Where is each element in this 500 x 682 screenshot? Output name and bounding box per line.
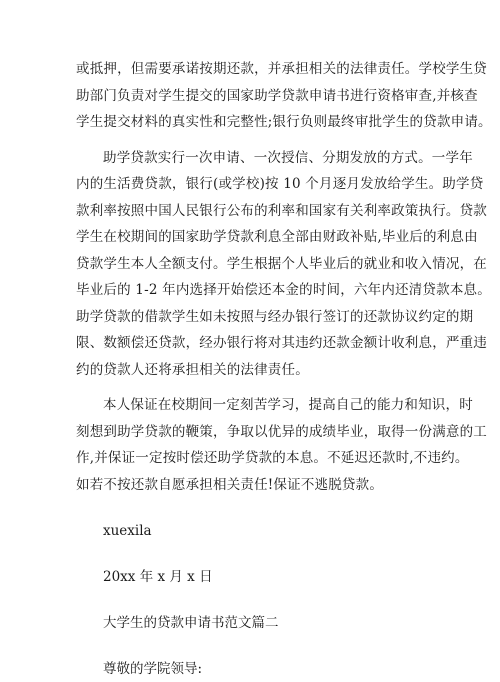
text-line: 刻想到助学贷款的鞭策，争取以优异的成绩毕业，取得一份满意的工 xyxy=(76,423,487,440)
paragraph-legal-responsibility xyxy=(76,56,492,136)
text-line: 毕业后的 1-2 年内选择开始偿还本金的时间，六年内还清贷款本息。 xyxy=(76,282,491,298)
salutation: 尊敬的学院领导: xyxy=(103,661,203,677)
text-line: 助部门负责对学生提交的国家助学贷款申请书进行资格审查,并核查 xyxy=(76,87,478,104)
text-line: 限、数额偿还贷款，经办银行将对其违约还款金额计收利息，严重违 xyxy=(76,335,487,351)
text-line: 内的生活费贷款，银行(或学校)按 10 个月逐月发放给学生。助学贷 xyxy=(76,176,484,192)
text-line: 约的贷款人还将承担相关的法律责任。 xyxy=(76,361,309,378)
signature: xuexila xyxy=(103,523,152,539)
text-line: 助学贷款的借款学生如未按照与经办银行签订的还款协议约定的期 xyxy=(76,308,474,325)
paragraph-pledge xyxy=(76,392,487,498)
date: 20xx 年 x 月 x 日 xyxy=(103,569,213,585)
text-line: 学生在校期间的国家助学贷款利息全部由财政补贴,毕业后的利息由 xyxy=(76,229,478,245)
text-line: 如若不按还款自愿承担相关责任!保证不逃脱贷款。 xyxy=(76,476,384,493)
text-line: 本人保证在校期间一定刻苦学习，提高自己的能力和知识，时 xyxy=(103,397,473,413)
section-title: 大学生的贷款申请书范文篇二 xyxy=(103,615,279,631)
text-line: 助学贷款实行一次申请、一次授信、分期发放的方式。一学年 xyxy=(103,149,473,166)
text-line: 学生提交材料的真实性和完整性;银行负则最终审批学生的贷款申请。 xyxy=(76,114,492,130)
text-line: 款利率按照中国人民银行公布的利率和国家有关利率政策执行。贷款 xyxy=(76,202,487,219)
paragraph-loan-terms xyxy=(76,145,491,384)
text-line: 作,并保证一定按时偿还助学贷款的本息。不延迟还款时,不违约。 xyxy=(76,450,469,466)
text-line: 或抵押，但需要承诺按期还款，并承担相关的法律责任。学校学生贷 xyxy=(76,61,487,77)
text-line: 贷款学生本人全额支付。学生根据个人毕业后的就业和收入情况，在 xyxy=(76,255,487,272)
